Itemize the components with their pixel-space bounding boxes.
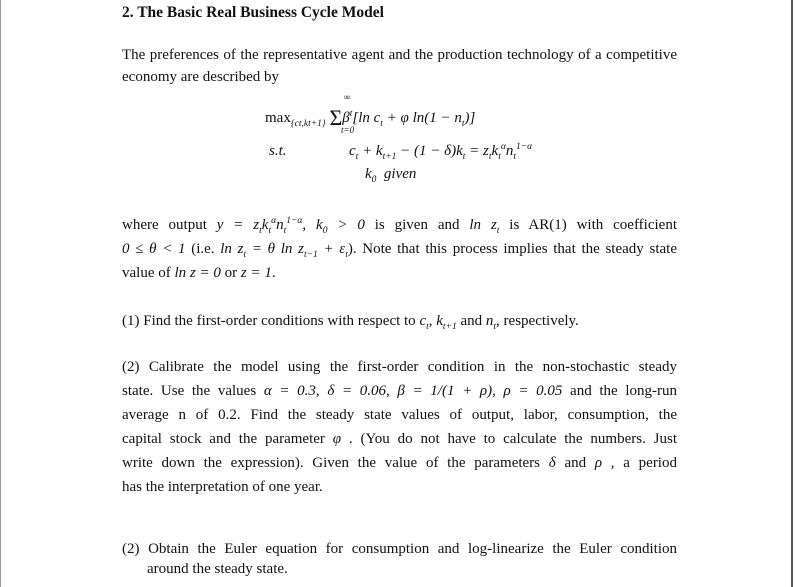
question-2-line6: has the interpretation of one year. — [122, 479, 323, 495]
budget-constraint: $c_t + k_{t+1} - (1 - \delta)k_t = z_tk_t^\alpha n_t^{1-\alpha}$ — [349, 142, 533, 162]
summation-icon: Σ — [329, 105, 343, 130]
st-label: s.t. — [269, 143, 287, 159]
sum-upper-limit: ∞ — [344, 92, 351, 102]
question-2-line5: write down the expression). Given the value of the parameters δ and ρ , a period — [122, 455, 677, 471]
question-2-line1: (2) Calibrate the model using the first-order condition in the non-stochastic steady — [122, 359, 677, 375]
question-2-line2: state. Use the values α = 0.3, δ = 0.06, β = 1/(1 + ρ), ρ = 0.05 and the long-run — [122, 383, 677, 399]
where-paragraph-line3: value of ln z = 0 or z = 1. — [122, 265, 276, 281]
question-3-line2: around the steady state. — [147, 561, 288, 577]
initial-capital: $k_0$ given — [365, 166, 417, 185]
where-paragraph-line1: where output $y = z_tk_t^\alpha n_t^{1-\alpha}$, $k_0 > 0$ is given and $\ln z_t$ is AR(1) with coefficient — [122, 216, 677, 236]
question-3-line1: (2) Obtain the Euler equation for consumption and log-linearize the Euler condition — [122, 541, 677, 557]
question-2-line3: average n of 0.2. Find the steady state values of output, labor, consumption, the — [122, 407, 677, 423]
intro-paragraph: The preferences of the representative agent and the production technology of a competitive economy are described by — [122, 47, 677, 85]
where-paragraph-line2: 0 ≤ θ < 1 (i.e. $\ln z_t = \theta$ $\ln z_{t-1} + \varepsilon_t$). Note that this process implies that the steady state — [122, 241, 677, 260]
objective-equation: $\max_{\{ct,kt+1\}} \Sigma\beta^t[\ln$ $c_t + \varphi$ $\ln(1 - n_t)$] — [265, 105, 476, 130]
section-heading: 2. The Basic Real Business Cycle Model — [122, 4, 384, 21]
question-1: (1) Find the first-order conditions with respect to $c_t$, $k_{t+1}$ and $n_t$, respectively. — [122, 313, 579, 332]
sum-lower-limit: t=0 — [341, 125, 355, 135]
question-2-line4: capital stock and the parameter φ . (You do not have to calculate the numbers. Just — [122, 431, 677, 447]
